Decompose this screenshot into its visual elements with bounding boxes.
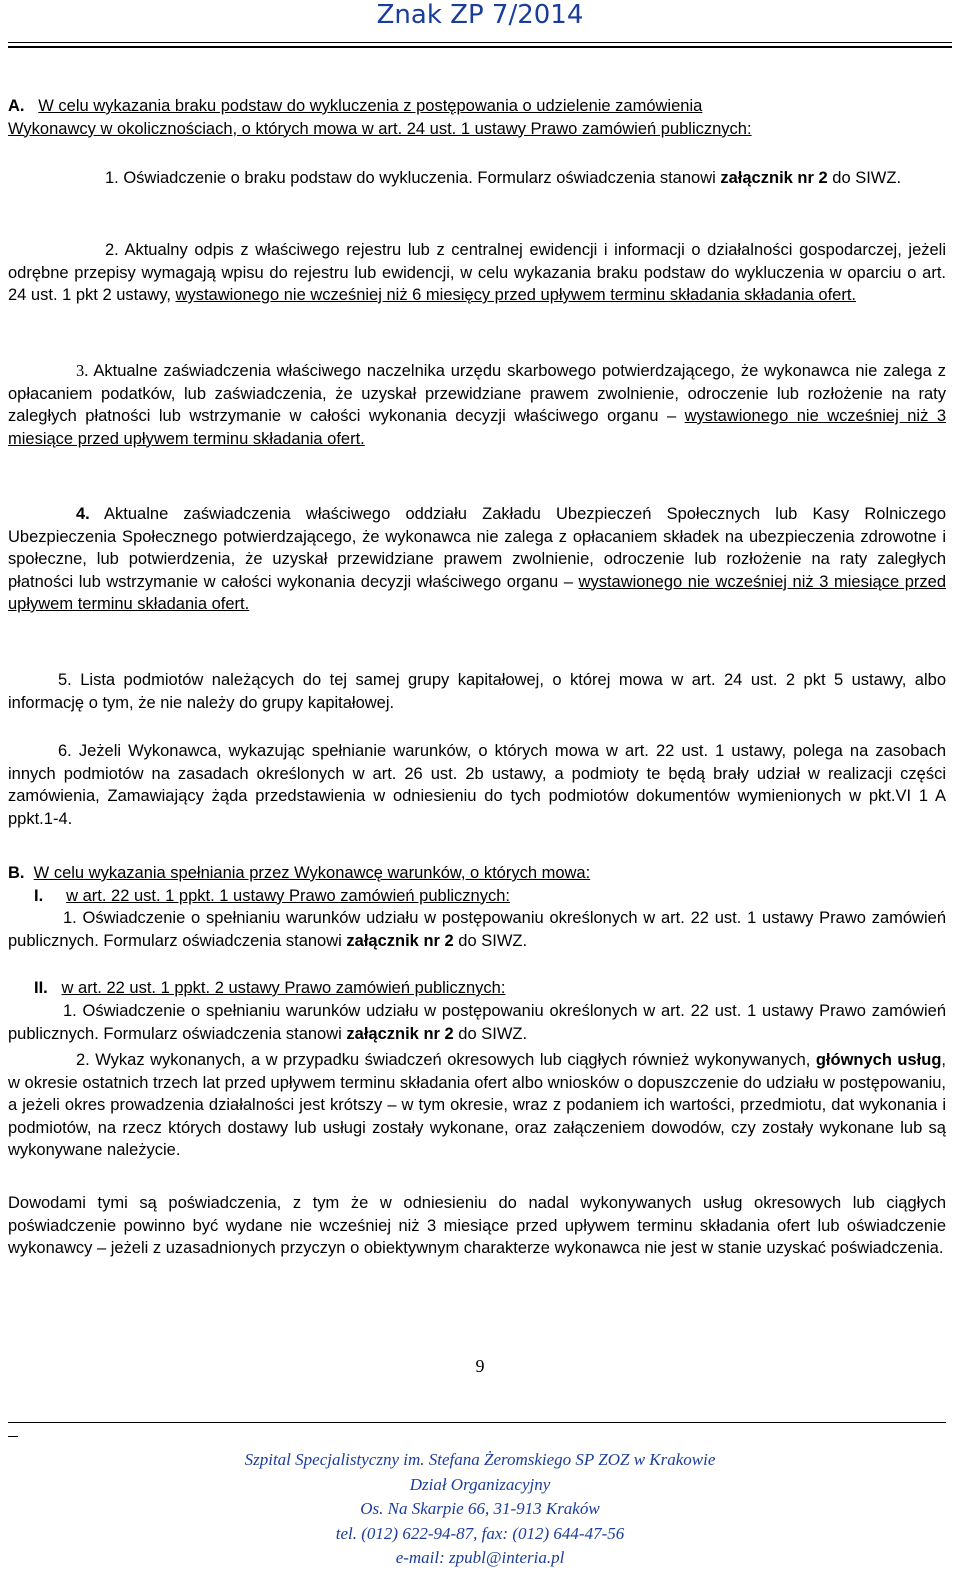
section-b-sub-i-item-1: [8, 907, 946, 952]
item-4-underlined-text: wystawionego nie wcześniej niż 3 miesiące przed upływem terminu składania ofert.: [8, 572, 947, 613]
sub-i-item-1-attachment-ref: załącznik nr 2: [346, 931, 454, 950]
footer-divider: [8, 1422, 946, 1423]
sub-ii-item-1-tail: do SIWZ.: [453, 1024, 528, 1043]
item-3-number: 3.: [76, 361, 89, 380]
item-6-text: 6. Jeżeli Wykonawca, wykazując spełnianie warunków, o których mowa w art. 22 ust. 1 ustawy, polega na zasobach innych podmiotów na zasadach określonych w art. 26 ust. 2b ustawy, a podmioty te będą brały udział w realizacji części zamówienia, Zamawiający żąda przedstawienia w odniesieniu do tych podmiotów dokumentów wymienionych w pkt.VI 1 A ppkt.1-4.: [8, 742, 946, 828]
item-4-text: Aktualne zaświadczenia właściwego oddziału Zakładu Ubezpieczeń Społecznych lub Kasy Rolniczego Ubezpieczenia Społecznego potwierdzającego, że wykonawca nie zalega z opłacaniem składek na ubezpieczenia zdrowotne i społeczne, lub potwierdzenia, że uzyskał przewidziane prawem zwolnienie, odroczenie lub rozłożenie na raty zaległych płatności lub wstrzymanie w całości wykonania decyzji właściwego organu –: [8, 505, 946, 591]
section-b-sub-ii-item-2: [8, 1049, 946, 1162]
item-1-tail: do SIWZ.: [827, 169, 902, 187]
section-b-sub-ii-heading-block: [8, 977, 946, 1000]
sub-i-item-1-tail: do SIWZ.: [453, 931, 528, 950]
footer-email: e-mail: zpubl@interia.pl: [395, 1548, 565, 1567]
section-a-item-2: [8, 239, 946, 307]
section-a-heading-line1: W celu wykazania braku podstaw do wykluczenia z postępowania o udzielenie zamówienia: [38, 97, 703, 115]
sub-i-item-1-text: 1. Oświadczenie o spełnianiu warunków udziału w postępowaniu określonych w art. 22 ust. 1 ustawy Prawo zamówień publicznych. Formularz oświadczenia stanowi: [8, 909, 946, 950]
section-b-sub-ii-item-1: [8, 1000, 946, 1045]
sub-ii-item-2-tail: , w okresie ostatnich trzech lat przed upływem terminu składania ofert albo wniosków o dopuszczenie do udziału w postępowaniu, a jeżeli okres prowadzenia działalności jest krótszy – w tym okresie, wraz z podaniem ich wartości, przedmiotu, dat wykonania i podmiotów, na rzecz których dostawy lub usługi zostały wykonane, oraz załączeniem dowodów, czy zostały wykonane lub są wykonywane należycie.: [8, 1051, 946, 1159]
item-5-text: 5. Lista podmiotów należących do tej samej grupy kapitałowej, o której mowa w art. 24 ust. 2 pkt 5 ustawy, albo informację o tym, że nie należy do grupy kapitałowej.: [8, 671, 946, 712]
footer-address: Os. Na Skarpie 66, 31-913 Kraków: [360, 1499, 600, 1518]
header-divider-thick: [8, 46, 952, 48]
footer-institution: Szpital Specjalistyczny im. Stefana Żeromskiego SP ZOZ w Krakowie: [244, 1450, 716, 1469]
section-a-heading: [8, 95, 946, 140]
sub-ii-item-1-attachment-ref: załącznik nr 2: [346, 1024, 454, 1043]
section-a-item-6: [8, 740, 946, 830]
sub-ii-item-2-bold-text: głównych usług: [815, 1051, 942, 1069]
header-divider: [8, 42, 952, 43]
item-3-underlined-text: wystawionego nie wcześniej niż 3 miesiące przed upływem terminu składania ofert.: [8, 407, 946, 448]
item-1-attachment-ref: załącznik nr 2: [720, 169, 828, 187]
section-b-heading: [8, 862, 946, 907]
item-3-text: Aktualne zaświadczenia właściwego naczelnika urzędu skarbowego potwierdzającego, że wykonawca nie zalega z opłacaniem podatków, lub zaświadczenia, że uzyskał przewidziane prawem zwolnienie, odroczenie lub rozłożenie na raty zaległych płatności lub wstrzymanie w całości wykonania decyzji właściwego organu –: [8, 362, 946, 425]
section-b-sub-i-heading: w art. 22 ust. 1 ppkt. 1 ustawy Prawo zamówień publicznych:: [66, 886, 510, 905]
item-4-number: 4.: [76, 505, 90, 523]
section-b-marker: B.: [8, 864, 25, 882]
footer-phone-fax: tel. (012) 622-94-87, fax: (012) 644-47-56: [335, 1523, 625, 1543]
footer-department: Dział Organizacyjny: [409, 1474, 551, 1494]
section-b-heading-text: W celu wykazania spełniania przez Wykonawcę warunków, o których mowa:: [33, 864, 591, 882]
section-a-item-5: [8, 669, 946, 714]
section-a-heading-line2: Wykonawcy w okolicznościach, o których mowa w art. 24 ust. 1 ustawy Prawo zamówień publicznych:: [8, 119, 752, 138]
section-a-item-3: [8, 360, 946, 450]
footer-dash: [8, 1436, 18, 1437]
section-a-marker: A.: [8, 97, 25, 115]
section-a-item-1: [8, 167, 946, 190]
section-a-item-4: [8, 503, 946, 616]
document-footer: [0, 1448, 960, 1571]
sub-ii-item-2-text: 2. Wykaz wykonanych, a w przypadku świadczeń okresowych lub ciągłych również wykonywanych,: [76, 1051, 816, 1069]
page-number: 9: [475, 1356, 485, 1376]
document-header-title: Znak ZP 7/2014: [376, 0, 584, 30]
sub-ii-item-1-text: 1. Oświadczenie o spełnianiu warunków udziału w postępowaniu określonych w art. 22 ust. 1 ustawy Prawo zamówień publicznych. Formularz oświadczenia stanowi: [8, 1002, 946, 1043]
item-2-text: 2. Aktualny odpis z właściwego rejestru lub z centralnej ewidencji i informacji o działalności gospodarczej, jeżeli odrębne przepisy wymagają wpisu do rejestru lub ewidencji, w celu wykazania braku podstaw do wykluczenia w oparciu o art. 24 ust. 1 pkt 2 ustawy,: [8, 241, 946, 304]
item-1-text: 1. Oświadczenie o braku podstaw do wykluczenia. Formularz oświadczenia stanowi: [105, 169, 721, 187]
evidence-paragraph-text: Dowodami tymi są poświadczenia, z tym że w odniesieniu do nadal wykonywanych usług okresowych lub ciągłych poświadczenie powinno być wydane nie wcześniej niż 3 miesiące przed upływem terminu składania ofert lub oświadczenie wykonawcy – jeżeli z uzasadnionych przyczyn o obiektywnym charakterze wykonawca nie jest w stanie uzyskać poświadczenia.: [8, 1194, 946, 1257]
item-2-underlined-text: wystawionego nie wcześniej niż 6 miesięcy przed upływem terminu składania składania ofert.: [175, 286, 857, 304]
section-b-sub-ii-heading: w art. 22 ust. 1 ppkt. 2 ustawy Prawo zamówień publicznych:: [61, 979, 506, 997]
evidence-paragraph: [8, 1192, 946, 1260]
section-b-sub-ii-marker: II.: [34, 979, 48, 997]
section-b-sub-i-marker: I.: [34, 886, 44, 905]
